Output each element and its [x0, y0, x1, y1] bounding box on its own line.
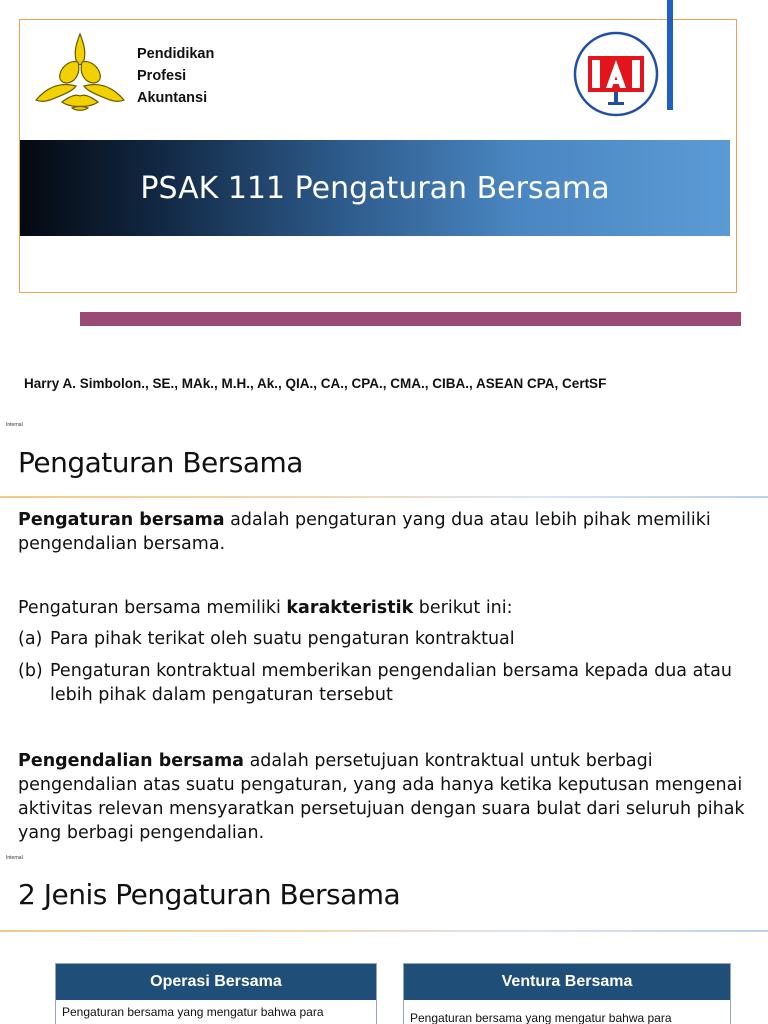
definition-term: Pengaturan bersama — [18, 510, 225, 530]
list-text: Para pihak terikat oleh suatu pengaturan kontraktual — [50, 629, 515, 649]
iai-logo-icon — [572, 30, 660, 118]
internal-tag: Internal — [6, 855, 23, 861]
box-heading: Operasi Bersama — [56, 964, 376, 1000]
list-text: Pengaturan kontraktual memberikan pengendalian bersama kepada dua atau lebih pihak dalam pengaturan tersebut — [50, 661, 732, 705]
list-item — [18, 659, 748, 707]
definition-text: adalah pengaturan yang dua atau lebih pihak memiliki pengendalian bersama. — [18, 510, 711, 554]
slide-title: Pengaturan Bersama — [18, 446, 303, 479]
control-definition-paragraph — [18, 749, 748, 845]
intro-keyword: karakteristik — [286, 598, 414, 618]
definition-paragraph — [18, 508, 748, 556]
intro-text-end: berikut ini: — [413, 598, 513, 618]
box-heading: Ventura Bersama — [404, 964, 730, 1000]
ppak-logo-icon — [32, 30, 128, 112]
org-name — [137, 43, 214, 109]
box-text: Pengaturan bersama yang mengatur bahwa para — [410, 1011, 672, 1024]
presentation-title: PSAK 111 Pengaturan Bersama — [140, 170, 610, 206]
control-text: adalah persetujuan kontraktual untuk berbagi pengendalian atas suatu pengaturan, yang ada hanya ketika keputusan mengenai aktivitas relevan mensyaratkan persetujuan dengan suara bulat dari seluruh pihak yang berbagi pengendalian. — [18, 751, 745, 843]
internal-tag: Internal — [6, 422, 23, 428]
box-text: Pengaturan bersama yang mengatur bahwa para — [62, 1005, 324, 1019]
org-line-2: Profesi — [137, 68, 187, 84]
title-band — [20, 140, 730, 236]
title-slide — [0, 0, 768, 420]
joint-operation-box — [55, 963, 377, 1024]
intro-text: Pengaturan bersama memiliki — [18, 598, 287, 618]
joint-venture-box — [403, 963, 731, 1024]
list-marker: (a) — [18, 629, 43, 649]
author-line: Harry A. Simbolon., SE., MAk., M.H., Ak., QIA., CA., CPA., CMA., CIBA., ASEAN CPA, CertSF — [24, 376, 607, 391]
org-line-1: Pendidikan — [137, 46, 215, 62]
title-divider — [0, 496, 768, 498]
org-line-3: Akuntansi — [137, 90, 208, 106]
title-divider — [0, 930, 768, 932]
control-term: Pengendalian bersama — [18, 751, 244, 771]
decorative-bar — [80, 312, 741, 326]
list-marker: (b) — [18, 661, 43, 681]
characteristics-intro — [18, 596, 748, 620]
accent-bar — [667, 0, 673, 110]
slide-title: 2 Jenis Pengaturan Bersama — [18, 878, 401, 911]
list-item — [18, 627, 748, 651]
